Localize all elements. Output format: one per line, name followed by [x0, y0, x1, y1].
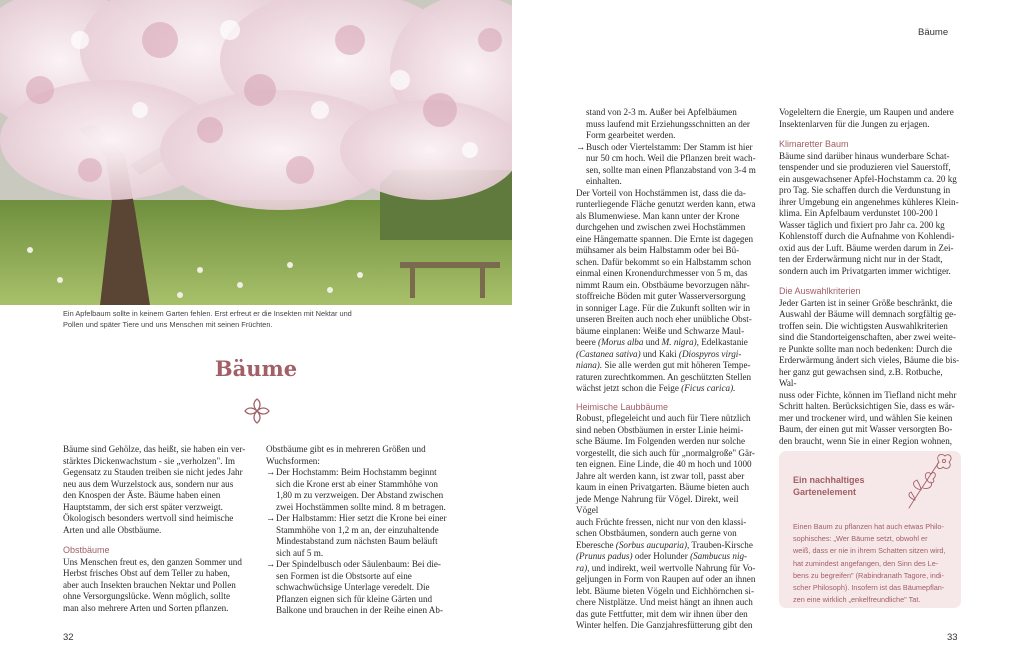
subheading-klimaretter: Klimaretter Baum	[779, 139, 849, 149]
text-line: sich auf 5 m.	[276, 547, 324, 558]
text-line: Form gearbeitet werden.	[586, 130, 676, 140]
text-line: Bäume sind Gehölze, das heißt, sie haben ein ver-	[63, 444, 246, 454]
text-line: Schritt halten. Berücksichtigen Sie, dass es wär-	[779, 401, 955, 411]
text-line: Trauben-Kirsche	[689, 539, 753, 550]
text-line: Bäume sind darüber hinaus wunderbare Schat-	[779, 150, 950, 161]
text-line: Baum, der einen gut mit Wasser versorgten Bo-	[779, 424, 953, 434]
text-line: Der Vorteil von Hochstämmen ist, dass die da-	[576, 187, 746, 198]
text-line: nuss oder Fichte, können im Tiefland nicht mehr	[779, 389, 957, 400]
text-line: 1,80 m zu verzweigen. Der Abstand zwischen	[276, 490, 444, 500]
text-line: jede Menge Nahrung für Vögel. Direkt, weil Vögel	[576, 493, 739, 515]
text-column-2	[266, 444, 452, 617]
text-line: muss laufend mit Erziehungsschnitten an der	[586, 118, 750, 129]
text-line: Obstbäume gibt es in mehreren Größen und	[266, 444, 426, 454]
text-line: ten eignen. Eine Linde, die 40 m hoch und 1000	[576, 459, 752, 469]
latin-name: (Diospyros virgi-	[678, 348, 742, 359]
text-line: Edelkastanie	[698, 337, 748, 347]
text-line: ten der Erderwärmung nicht nur in der Stadt,	[779, 254, 943, 264]
caption-line: Ein Apfelbaum sollte in keinem Garten fehlen. Erst erfreut er die Insekten mit Nektar und	[63, 309, 352, 318]
text-line: pro Tag. Sie schaffen durch die Verdunstung in	[779, 185, 951, 195]
chapter-title: Bäume	[214, 356, 298, 381]
text-line: mer und trockener wird, und wählen Sie keinen	[779, 412, 953, 423]
text-line: wächst jetzt schon die Feige	[576, 383, 682, 393]
text-line: Einen Baum zu pflanzen hat auch etwas Philo-	[793, 522, 944, 531]
text-line: Ökologisch besonders wertvoll sind heimische	[63, 513, 234, 523]
text-line: Eberesche	[576, 539, 616, 550]
text-line: Jeder Garten ist in seiner Größe beschränkt, die	[779, 297, 953, 308]
latin-name: (Prunus padus)	[576, 551, 633, 561]
text-line: beere	[576, 337, 599, 347]
text-line: zwei Hochstämmen sollte mind. 8 m betragen.	[276, 501, 446, 512]
text-line: sche Bäume. Im Folgenden werden nur solche	[576, 436, 746, 446]
text-line: stärktes Dickenwachstum - sie „verholzen". Im	[63, 455, 235, 466]
caption-line: Pollen und später Tiere und uns Menschen mit seinen Früchten.	[63, 320, 273, 329]
arrow-icon: →	[266, 559, 276, 569]
arrow-icon: →	[576, 141, 586, 152]
latin-name: (Sambucus nig-	[690, 551, 748, 561]
list-item-continued	[576, 107, 761, 142]
text-line: den braucht, wenn Sie in einer Region wohnen,	[779, 435, 953, 446]
text-line: Stammhöhe von 1,2 m an, der einzuhaltende	[276, 524, 439, 535]
text-line: ihrer Umgebung ein angenehmes kühleres Klein-	[779, 196, 959, 207]
text-line: Herbst frisches Obst auf dem Teller zu haben,	[63, 568, 230, 578]
text-line: bäume einplanen: Weiße und Schwarze Maul-	[576, 325, 745, 336]
list-item-halbstamm	[266, 513, 452, 559]
laubbaeume-paragraph	[576, 413, 761, 632]
text-line: Jahre alt werden kann, ist zwar toll, passt aber	[576, 470, 745, 481]
subheading-auswahlkriterien: Die Auswahlkriterien	[779, 286, 861, 296]
text-line: sen Formen ist die Obstsorte auf eine	[276, 570, 412, 581]
text-line: ohne Versorgungslücke. Wenn möglich, sollte	[63, 591, 231, 601]
auswahlkriterien-paragraph	[779, 298, 961, 448]
text-line: Mindestabstand zum nächsten Baum beläuft	[276, 536, 438, 546]
text-line: Winter helfen. Die Ganzjahresfütterung gibt den	[576, 620, 753, 630]
text-line: Hauptstamm, der sich erst später verzweigt.	[63, 501, 223, 512]
text-line: das gute Fettfutter, mit dem wir ihnen über den	[576, 608, 748, 619]
info-box	[779, 451, 961, 608]
text-line: als Blumenwiese. Man kann unter der Krone	[576, 210, 740, 221]
text-line: ein ausgewachsener Apfel-Hochstamm ca. 20 kg	[779, 173, 957, 184]
text-line: oder Holunder	[632, 551, 691, 561]
text-line: neu aus dem Wurzelstock aus, sondern nur aus	[63, 478, 234, 489]
text-line: stoffreiche Böden mit guter Wasserversorgung	[576, 291, 746, 301]
text-line: bens zu begreifen" (Rabindranath Tagore, indi-	[793, 570, 944, 580]
text-column-4	[779, 107, 961, 447]
apple-tree-photo	[0, 0, 512, 305]
info-box-text	[793, 521, 951, 606]
list-item-spindelbusch	[266, 559, 452, 617]
leaf-ornament-icon	[243, 397, 271, 425]
text-line: raturen zurechtkommen. An geschützten Stellen	[576, 371, 752, 382]
text-line: tenspender und sie produzieren viel Sauerstoff,	[779, 162, 951, 172]
text-line: sind neben Obstbäumen in erster Linie heimi-	[576, 424, 744, 435]
text-line: Uns Menschen freut es, den ganzen Sommer und	[63, 556, 242, 567]
wuchsformen-intro	[266, 444, 452, 467]
text-line: hat zumindest angefangen, den Sinn des Le-	[793, 558, 939, 568]
text-column-1	[63, 444, 249, 614]
subheading-laubbaeume: Heimische Laubbäume	[576, 401, 669, 412]
text-line: unseren Breiten auch noch eher unübliche Obst-	[576, 314, 752, 324]
vogeleltern-paragraph	[779, 107, 961, 130]
text-line: stand von 2-3 m. Außer bei Apfelbäumen	[586, 107, 737, 117]
text-line: Busch oder Viertelstamm: Der Stamm ist hier	[586, 141, 753, 152]
latin-name: (Sorbus aucuparia),	[615, 539, 690, 550]
flower-sketch-icon	[899, 450, 955, 510]
apple-tree-illustration	[0, 0, 512, 305]
text-line: weiß, dass er nie in ihrem Schatten sitzen wird,	[793, 546, 946, 556]
text-line: und	[643, 337, 662, 347]
page-number-right: 33	[947, 632, 958, 643]
latin-name: (Castanea sativa)	[576, 348, 641, 359]
intro-paragraph	[63, 444, 249, 536]
latin-name: (Morus alba	[598, 337, 644, 347]
photo-caption	[63, 308, 363, 330]
subheading-obstbaeume: Obstbäume	[63, 545, 110, 555]
text-column-3	[576, 107, 761, 632]
text-line: nur 50 cm hoch. Weil die Pflanzen breit wach-	[586, 153, 756, 163]
latin-name: (Ficus carica).	[681, 383, 736, 393]
text-line: nimmt Raum ein. Obstbäume bevorzugen nähr-	[576, 279, 750, 290]
text-line: scher Philosoph). Insofern ist das Bäumepflan-	[793, 583, 945, 593]
hochstamm-paragraph	[576, 188, 761, 395]
info-box-title	[793, 475, 893, 498]
text-line: sich die Krone erst ab einer Stammhöhe von	[276, 478, 438, 489]
text-line: man also mehrere Arten und Sorten pflanzen.	[63, 602, 229, 613]
latin-name: ra),	[576, 562, 590, 573]
running-header: Bäume	[918, 27, 949, 38]
text-line: Pflanzen eignen sich für kleine Gärten und	[276, 593, 433, 604]
text-line: mühsamer als beim Halbstamm oder bei Bü-	[576, 245, 740, 255]
text-line: geljungen in Form von Raupen auf oder an ihnen	[576, 574, 756, 584]
text-line: und Kaki	[640, 348, 679, 359]
text-line: aber auch Insekten brauchen Nektar und Pollen	[63, 579, 236, 590]
text-line: Ein nachhaltiges	[793, 475, 865, 485]
text-line: kaum in einen Privatgarten. Bäume bieten auch	[576, 482, 750, 492]
text-line: durchgehen und zwischen zwei Hochstämmen	[576, 222, 746, 232]
latin-name: M. nigra),	[661, 337, 699, 347]
klimaretter-paragraph	[779, 151, 961, 278]
text-line: Gartenelement	[793, 486, 857, 497]
text-line: Wasser täglich und fixiert pro Jahr ca. 200 kg	[779, 219, 945, 230]
text-line: her ganz gut gewachsen sind, z.B. Rotbuche, Wal-	[779, 366, 943, 388]
text-line: Vogeleltern die Energie, um Raupen und andere	[779, 107, 954, 117]
text-line: Der Spindelbusch oder Säulenbaum: Bei die-	[276, 559, 441, 569]
text-line: runterliegende Fläche genutzt werden kann, etwa	[576, 199, 756, 209]
text-line: Arten und alle Obstbäume.	[63, 524, 162, 535]
arrow-icon: →	[266, 467, 276, 477]
text-line: Robust, pflegeleicht und auch für Tiere nützlich	[576, 413, 751, 423]
text-line: oxid aus der Luft. Bäume werden darum in Zei-	[779, 242, 954, 253]
text-line: Sie alle werden gut mit höheren Tempe-	[602, 360, 751, 370]
text-line: Wuchsformen:	[266, 455, 320, 466]
text-line: zen eine wirklich „enkelfreundliche" Tat.	[793, 595, 921, 605]
list-item-hochstamm	[266, 467, 452, 513]
text-line: Auswahl der Bäume will demnach sorgfältig ge-	[779, 309, 957, 319]
page-number-left: 32	[63, 632, 74, 643]
text-line: schen. Dafür bekommt so ein Halbstamm schon	[576, 256, 752, 267]
text-line: Der Hochstamm: Beim Hochstamm beginnt	[276, 467, 437, 477]
text-line: chere Nistplätze. Und meist hängt an ihnen auch	[576, 597, 753, 607]
text-line: Gegensatz zu Stauden treiben sie nicht jedes Jahr	[63, 467, 243, 477]
obstbaeume-paragraph	[63, 557, 249, 615]
text-line: eine Hängematte spannen. Die Ernte ist dagegen	[576, 233, 754, 244]
text-line: und indirekt, weil wertvolle Nahrung für Vo-	[589, 562, 756, 573]
text-line: Erderwärmung ändert sich vieles, Bäume die bis-	[779, 355, 960, 365]
text-line: sen, sollte man einen Pflanzabstand von 3-4 m	[586, 164, 756, 175]
text-line: klima. Ein Apfelbaum verdunstet 100-200 l	[779, 208, 938, 218]
text-line: vorgestellt, die sich auch für „normalgroße" Gär-	[576, 447, 755, 458]
text-line: Insektenlarven für die Jungen zu erjagen.	[779, 118, 930, 129]
text-line: den Knospen der Äste. Bäume haben einen	[63, 490, 221, 500]
text-line: einhalten.	[586, 176, 622, 186]
text-line: sophisches: „Wer Bäume setzt, obwohl er	[793, 534, 928, 544]
text-line: in sonniger Lage. Für die Zukunft sollten wir in	[576, 302, 751, 313]
latin-name: niana).	[576, 360, 603, 370]
text-line: sind die Standorteigenschaften, aber zwei weite-	[779, 332, 956, 342]
text-line: troffen sein. Die wichtigsten Auswahlkriterien	[779, 320, 948, 331]
list-item-busch	[576, 142, 761, 188]
text-line: schen Obstbäumen, sondern auch gerne von	[576, 528, 737, 538]
text-line: einmal einen Kronendurchmesser von 5 m, das	[576, 268, 748, 278]
text-line: schwachwüchsige Unterlage veredelt. Die	[276, 582, 430, 592]
arrow-icon: →	[266, 513, 276, 523]
text-line: lebt. Bäume bieten Vögeln und Eichhörnchen si-	[576, 585, 754, 596]
text-line: Kohlenstoff durch die Aufnahme von Kohlendi-	[779, 231, 955, 241]
text-line: auch Früchte fressen, nicht nur von den klassi-	[576, 516, 747, 527]
text-line: Der Halbstamm: Hier setzt die Krone bei einer	[276, 513, 447, 523]
text-line: re Punkte sollte man noch bedenken: Durch die	[779, 343, 953, 354]
text-line: sondern auch im Privatgarten immer wichtiger.	[779, 265, 951, 276]
text-line: Balkone und brauchen in der Reihe einen Ab-	[276, 605, 443, 615]
